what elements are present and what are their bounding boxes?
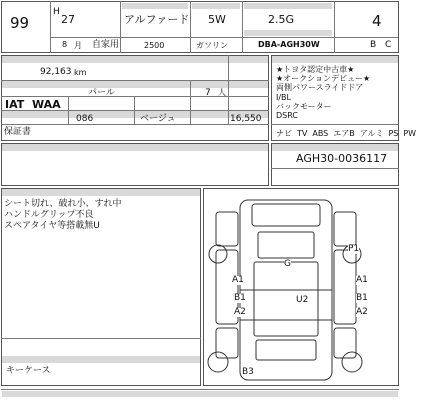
transmission: IAT <box>5 98 25 111</box>
usage: 自家用 <box>92 40 120 50</box>
selling-point-item: ★オークションデビュー★ <box>276 74 371 84</box>
equipment-item: ABS <box>312 129 329 138</box>
body-color: パール <box>88 88 115 98</box>
equipment-item: PW <box>403 129 417 138</box>
registration-month: 8 <box>62 40 68 49</box>
lot-number: 99 <box>10 14 30 32</box>
selling-point-item: バックモーター <box>276 101 332 111</box>
damage-mark: A1 <box>356 275 368 285</box>
car-name: アルファード <box>124 13 190 26</box>
recycle-fee: 16,550 <box>230 114 262 124</box>
damage-mark: A2 <box>234 307 246 317</box>
equipment-item: ナビ <box>276 129 292 138</box>
mileage-unit: km <box>74 68 87 77</box>
damage-mark: A2 <box>356 307 368 317</box>
color-code: 086 <box>76 114 94 124</box>
equipment-item: エアB <box>333 129 355 138</box>
interior-score: B <box>370 40 377 50</box>
equipment-item: TV <box>297 129 308 138</box>
grade: 2.5G <box>268 13 295 26</box>
model-code: DBA-AGH30W <box>258 40 320 49</box>
damage-mark: U2 <box>296 295 309 305</box>
engine-cc: 2500 <box>144 41 165 50</box>
inspector-note-line: スペアタイヤ等搭載無U <box>4 221 100 231</box>
fuel-type: ガソリン <box>196 41 228 50</box>
aircon: WAA <box>32 98 61 111</box>
damage-mark: B3 <box>242 367 254 377</box>
damage-mark: B1 <box>356 293 368 303</box>
seats: 7 <box>205 88 211 98</box>
exterior-score: C <box>385 40 392 50</box>
registration-year: 27 <box>61 13 75 26</box>
seats-unit: 人 <box>218 88 226 97</box>
inspector-note-line: ハンドルグリップ不良 <box>4 210 94 220</box>
month-unit: 月 <box>74 41 82 50</box>
equipment-item: アルミ <box>359 129 384 138</box>
selling-point-item: 両側パワースライドドア <box>276 83 364 93</box>
year-era: H <box>53 7 60 17</box>
accessory-item: キーケース <box>6 366 51 376</box>
grade-code: 5W <box>208 13 226 26</box>
inspector-note-line: シート切れ、破れ小、すれ中 <box>4 199 122 209</box>
selling-point-item: I/BL <box>276 92 291 102</box>
selling-point-item: ★トヨタ認定中古車★ <box>276 65 355 74</box>
overall-score: 4 <box>372 12 382 30</box>
equipment-item: PS <box>388 129 399 138</box>
warranty: 保証書 <box>4 127 32 137</box>
selling-point-item: DSRC <box>276 111 298 121</box>
damage-mark: G <box>284 259 291 269</box>
damage-mark: B1 <box>234 293 246 303</box>
interior-color: ベージュ <box>140 114 176 124</box>
damage-mark: A1 <box>232 275 244 285</box>
chassis-number: AGH30-0036117 <box>296 152 388 165</box>
mileage: 92,163 <box>40 67 72 77</box>
damage-mark: P1 <box>348 244 360 254</box>
